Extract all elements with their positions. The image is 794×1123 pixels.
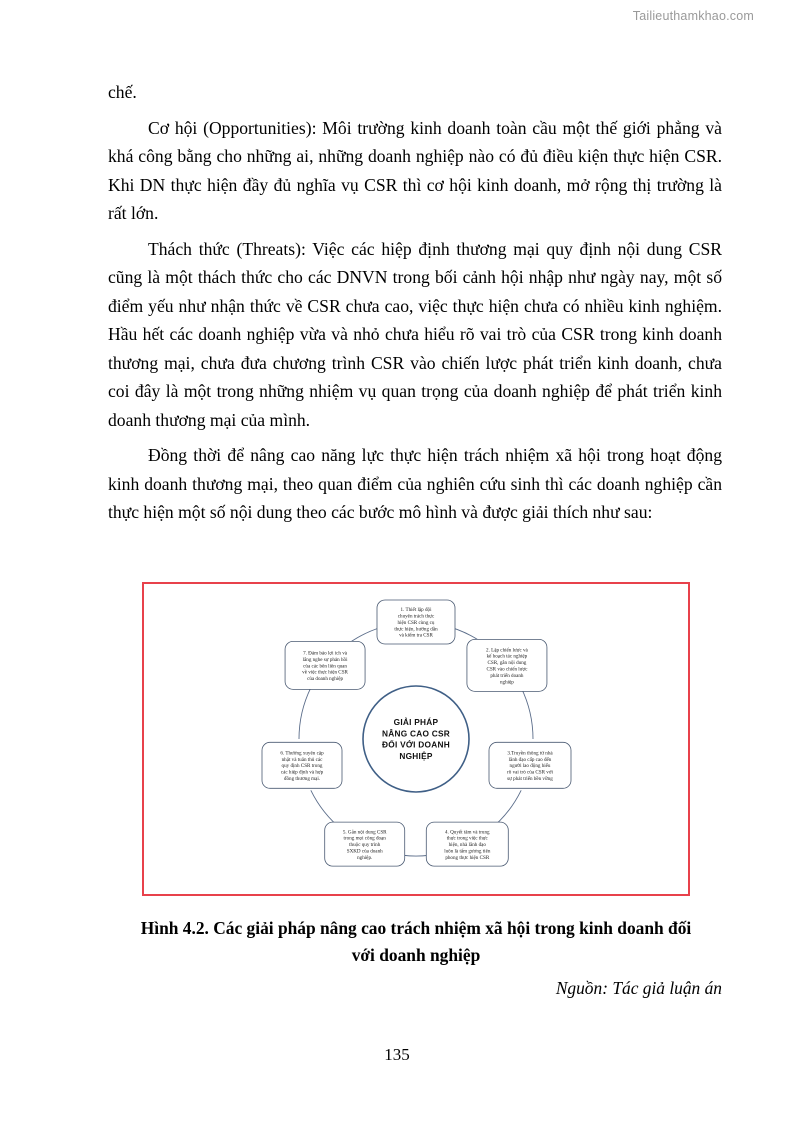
node-text-line: 4. Quyết tâm và trung (445, 829, 490, 836)
node-text-line: 2. Lập chiến lược và (486, 647, 528, 654)
node-text-line: về việc thực hiện CSR (302, 669, 348, 676)
ring-arc-segment (299, 688, 311, 739)
node-text-line: thuộc quy trình (349, 842, 381, 849)
node-box-3 (489, 742, 571, 788)
node-text-line: SXKD của doanh (346, 848, 383, 855)
node-text-line: 6. Thường xuyên cập (280, 750, 324, 757)
node-text-line: rõ vai trò của CSR với (507, 769, 553, 776)
node-text-line: thực hiện, hướng dẫn (394, 626, 438, 633)
center-circle-line: NÂNG CAO CSR (382, 728, 450, 739)
node-text-line: sự phát triển bền vững (507, 776, 553, 783)
figure-caption-line-2: với doanh nghiệp (351, 944, 481, 965)
site-watermark: Tailieuthamkhao.com (632, 9, 754, 23)
center-circle-line: GIẢI PHÁP (393, 717, 439, 728)
node-text-line: CSR vào chiến lược (486, 666, 528, 673)
node-text-line: 5. Gắn nội dung CSR (342, 829, 387, 836)
node-text-line: của các bên liên quan (303, 663, 347, 670)
figure-source: Nguồn: Tác giả luận án (555, 978, 722, 998)
node-text-line: quy định CSR trong (281, 763, 323, 770)
node-text-line: hiện CSR cùng cụ (397, 619, 435, 626)
node-text-line: CSR, gắn nội dung (487, 660, 527, 667)
node-text-line: và kiểm tra CSR (399, 632, 433, 639)
node-box-1 (377, 600, 455, 644)
node-text-line: đồng thương mại. (283, 776, 321, 783)
node-text-line: chuyên trách thực (397, 613, 435, 620)
figure-caption-line-1: Hình 4.2. Các giải pháp nâng cao trách nhiệm xã hội trong kinh doanh đối (140, 918, 692, 938)
document-text-column (108, 78, 722, 528)
paragraph-0: chế. (108, 82, 137, 102)
cycle-diagram-svg (144, 584, 688, 894)
node-text-line: lắng nghe sự phản hồi (302, 656, 348, 663)
node-text-line: 3.Truyền thông từ nhà (507, 750, 553, 757)
node-text-line: nhật và tuân thủ các (281, 756, 323, 763)
center-circle-group (363, 686, 469, 792)
node-box-7 (285, 641, 365, 689)
node-text-line: hiện, nhà lãnh đạo (448, 842, 486, 849)
node-text-line: của doanh nghiệp (307, 676, 344, 683)
node-box-2 (467, 639, 547, 691)
node-box-4 (426, 822, 508, 866)
node-text-line: trong mọi công đoạn (343, 835, 386, 842)
paragraph-solutions-intro: Đồng thời để nâng cao năng lực thực hiện trách nhiệm xã hội trong hoạt động kinh doanh thương mại, theo quan điểm của nghiên cứu sinh thì các doanh nghiệp cần thực hiện một số nội dung theo các bước mô hình và được giải thích như sau: (108, 445, 722, 522)
center-circle-line: NGHIỆP (399, 750, 433, 761)
node-text-line: 7. Đảm bảo lợi ích và (303, 650, 348, 657)
node-text-line: phong thực hiện CSR (445, 854, 490, 861)
paragraph-threats: Thách thức (Threats): Việc các hiệp định thương mại quy định nội dung CSR cũng là một thách thức cho các DNVN trong bối cảnh hội nhập như ngày nay, một số điểm yếu như nhận thức về CSR chưa cao, việc thực hiện chưa có nhiều kinh nghiệm. Hầu hết các doanh nghiệp vừa và nhỏ chưa hiểu rõ vai trò của CSR trong kinh doanh thương mại, chưa đưa chương trình CSR vào chiến lược phát triển kinh doanh, chưa coi đây là một trong những nhiệm vụ quan trọng của doanh nghiệp để phát triển kinh doanh thương mại của mình. (108, 238, 722, 430)
node-text-line: phát triển doanh (490, 672, 524, 679)
figure-cycle-diagram (142, 582, 690, 896)
figure-caption (110, 915, 722, 969)
node-box-6 (262, 742, 342, 788)
node-box-5 (325, 822, 405, 866)
paragraph-opportunities: Cơ hội (Opportunities): Môi trường kinh doanh toàn cầu một thế giới phẳng và khá công bằng cho những ai, những doanh nghiệp nào có đủ điều kiện thực hiện CSR. Khi DN thực hiện đầy đủ nghĩa vụ CSR thì cơ hội kinh doanh, mở rộng thị trường là rất lớn. (108, 117, 722, 223)
node-text-line: 1. Thiết lập đội (400, 607, 432, 614)
center-circle-line: ĐỐI VỚI DOANH (382, 739, 450, 750)
page-number: 135 (384, 1045, 410, 1064)
node-text-line: luôn là tấm gương tiên (444, 848, 491, 855)
ring-arc-segment (521, 688, 533, 739)
node-text-line: các hiệp định và hợp (280, 769, 324, 776)
node-text-line: thực trong việc thực (446, 835, 488, 842)
node-text-line: kế hoạch tác nghiệp (486, 653, 528, 660)
node-text-line: nghiệp (499, 679, 514, 686)
node-text-line: nghiệp. (357, 854, 373, 861)
node-text-line: người lao động hiểu (509, 763, 551, 770)
node-text-line: lãnh đạo cấp cao đến (508, 756, 552, 763)
